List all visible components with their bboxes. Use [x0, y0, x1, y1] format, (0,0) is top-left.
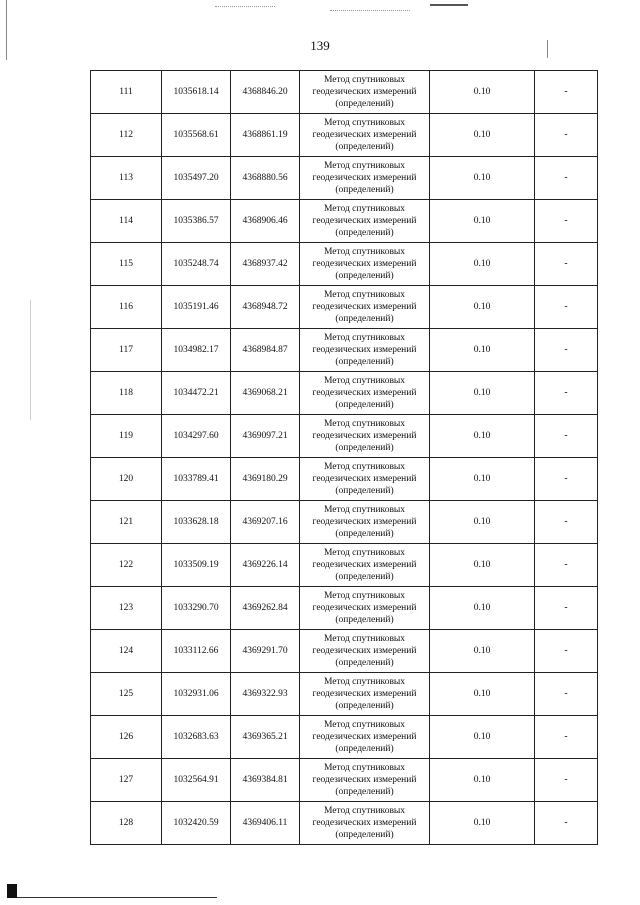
method-line: (определений) — [335, 615, 394, 625]
table-row — [91, 286, 598, 329]
method-cell — [300, 673, 430, 716]
method-line: (определений) — [335, 271, 394, 281]
accuracy-cell: 0.10 — [430, 329, 535, 372]
y-coordinate-cell: 4369068.21 — [231, 372, 300, 415]
y-coordinate-cell: 4369384.81 — [231, 759, 300, 802]
x-coordinate-cell: 1035191.46 — [162, 286, 231, 329]
method-line: Метод спутниковых — [323, 161, 406, 171]
point-number-cell: 120 — [91, 458, 162, 501]
y-coordinate-cell: 4369226.14 — [231, 544, 300, 587]
method-line: геодезических измерений — [312, 474, 417, 484]
method-line: (определений) — [335, 701, 394, 711]
method-cell — [300, 114, 430, 157]
scan-noise-top-right — [330, 10, 410, 11]
x-coordinate-cell: 1035386.57 — [162, 200, 231, 243]
table-row — [91, 157, 598, 200]
point-number-cell: 128 — [91, 802, 162, 845]
accuracy-cell: 0.10 — [430, 157, 535, 200]
method-line: Метод спутниковых — [323, 548, 406, 558]
y-coordinate-cell: 4369180.29 — [231, 458, 300, 501]
method-line: Метод спутниковых — [323, 290, 406, 300]
y-coordinate-cell: 4368937.42 — [231, 243, 300, 286]
x-coordinate-cell: 1035618.14 — [162, 71, 231, 114]
x-coordinate-cell: 1032683.63 — [162, 716, 231, 759]
x-coordinate-cell: 1035497.20 — [162, 157, 231, 200]
method-line: (определений) — [335, 658, 394, 668]
table-row — [91, 716, 598, 759]
y-coordinate-cell: 4368861.19 — [231, 114, 300, 157]
method-line: Метод спутниковых — [323, 462, 406, 472]
note-cell: - — [535, 458, 598, 501]
point-number-cell: 121 — [91, 501, 162, 544]
method-cell — [300, 243, 430, 286]
accuracy-cell: 0.10 — [430, 243, 535, 286]
method-cell — [300, 200, 430, 243]
point-number-cell: 117 — [91, 329, 162, 372]
method-line: (определений) — [335, 787, 394, 797]
method-line: Метод спутниковых — [323, 376, 406, 386]
x-coordinate-cell: 1032420.59 — [162, 802, 231, 845]
accuracy-cell: 0.10 — [430, 114, 535, 157]
y-coordinate-cell: 4369291.70 — [231, 630, 300, 673]
table-row — [91, 415, 598, 458]
table-row — [91, 458, 598, 501]
table-row — [91, 114, 598, 157]
accuracy-cell: 0.10 — [430, 759, 535, 802]
method-line: Метод спутниковых — [323, 247, 406, 257]
note-cell: - — [535, 415, 598, 458]
method-cell — [300, 630, 430, 673]
method-cell — [300, 716, 430, 759]
method-line: (определений) — [335, 357, 394, 367]
note-cell: - — [535, 759, 598, 802]
x-coordinate-cell: 1033509.19 — [162, 544, 231, 587]
x-coordinate-cell: 1033112.66 — [162, 630, 231, 673]
method-line: геодезических измерений — [312, 818, 417, 828]
note-cell: - — [535, 544, 598, 587]
point-number-cell: 112 — [91, 114, 162, 157]
method-line: геодезических измерений — [312, 216, 417, 226]
method-line: геодезических измерений — [312, 732, 417, 742]
method-line: Метод спутниковых — [323, 75, 406, 85]
accuracy-cell: 0.10 — [430, 458, 535, 501]
method-cell — [300, 157, 430, 200]
method-line: (определений) — [335, 400, 394, 410]
method-line: Метод спутниковых — [323, 419, 406, 429]
method-line: (определений) — [335, 314, 394, 324]
method-line: Метод спутниковых — [323, 806, 406, 816]
point-number-cell: 123 — [91, 587, 162, 630]
method-cell — [300, 458, 430, 501]
note-cell: - — [535, 716, 598, 759]
table-body — [91, 71, 598, 845]
method-line: (определений) — [335, 142, 394, 152]
method-line: (определений) — [335, 529, 394, 539]
point-number-cell: 115 — [91, 243, 162, 286]
method-line: (определений) — [335, 486, 394, 496]
x-coordinate-cell: 1032931.06 — [162, 673, 231, 716]
method-line: (определений) — [335, 830, 394, 840]
method-cell — [300, 802, 430, 845]
table-row — [91, 544, 598, 587]
coordinates-table — [90, 70, 598, 845]
method-line: геодезических измерений — [312, 517, 417, 527]
point-number-cell: 116 — [91, 286, 162, 329]
method-line: (определений) — [335, 228, 394, 238]
x-coordinate-cell: 1033789.41 — [162, 458, 231, 501]
accuracy-cell: 0.10 — [430, 415, 535, 458]
table-row — [91, 501, 598, 544]
x-coordinate-cell: 1035248.74 — [162, 243, 231, 286]
method-line: геодезических измерений — [312, 173, 417, 183]
method-line: (определений) — [335, 99, 394, 109]
method-line: (определений) — [335, 744, 394, 754]
table-row — [91, 630, 598, 673]
x-coordinate-cell: 1033628.18 — [162, 501, 231, 544]
method-cell — [300, 501, 430, 544]
scan-bottom-line — [17, 897, 217, 898]
accuracy-cell: 0.10 — [430, 673, 535, 716]
y-coordinate-cell: 4369406.11 — [231, 802, 300, 845]
x-coordinate-cell: 1033290.70 — [162, 587, 231, 630]
accuracy-cell: 0.10 — [430, 71, 535, 114]
accuracy-cell: 0.10 — [430, 501, 535, 544]
accuracy-cell: 0.10 — [430, 200, 535, 243]
method-cell — [300, 415, 430, 458]
method-line: (определений) — [335, 185, 394, 195]
method-line: Метод спутниковых — [323, 505, 406, 515]
method-line: Метод спутниковых — [323, 677, 406, 687]
note-cell: - — [535, 286, 598, 329]
table-row — [91, 673, 598, 716]
point-number-cell: 124 — [91, 630, 162, 673]
note-cell: - — [535, 372, 598, 415]
accuracy-cell: 0.10 — [430, 802, 535, 845]
method-cell — [300, 329, 430, 372]
method-cell — [300, 544, 430, 587]
method-line: Метод спутниковых — [323, 333, 406, 343]
accuracy-cell: 0.10 — [430, 587, 535, 630]
note-cell: - — [535, 501, 598, 544]
method-line: Метод спутниковых — [323, 204, 406, 214]
method-cell — [300, 286, 430, 329]
note-cell: - — [535, 630, 598, 673]
point-number-cell: 122 — [91, 544, 162, 587]
method-line: геодезических измерений — [312, 775, 417, 785]
x-coordinate-cell: 1034472.21 — [162, 372, 231, 415]
method-line: геодезических измерений — [312, 689, 417, 699]
point-number-cell: 125 — [91, 673, 162, 716]
x-coordinate-cell: 1035568.61 — [162, 114, 231, 157]
note-cell: - — [535, 200, 598, 243]
x-coordinate-cell: 1034982.17 — [162, 329, 231, 372]
method-cell — [300, 71, 430, 114]
accuracy-cell: 0.10 — [430, 286, 535, 329]
scan-mark-top — [430, 4, 468, 6]
accuracy-cell: 0.10 — [430, 372, 535, 415]
method-line: Метод спутниковых — [323, 763, 406, 773]
y-coordinate-cell: 4368948.72 — [231, 286, 300, 329]
note-cell: - — [535, 114, 598, 157]
x-coordinate-cell: 1034297.60 — [162, 415, 231, 458]
method-line: геодезических измерений — [312, 560, 417, 570]
point-number-cell: 126 — [91, 716, 162, 759]
method-line: геодезических измерений — [312, 302, 417, 312]
table-row — [91, 802, 598, 845]
y-coordinate-cell: 4369097.21 — [231, 415, 300, 458]
accuracy-cell: 0.10 — [430, 630, 535, 673]
table-row — [91, 372, 598, 415]
method-line: (определений) — [335, 572, 394, 582]
table-row — [91, 200, 598, 243]
y-coordinate-cell: 4369207.16 — [231, 501, 300, 544]
method-line: геодезических измерений — [312, 345, 417, 355]
note-cell: - — [535, 157, 598, 200]
method-cell — [300, 587, 430, 630]
method-line: Метод спутниковых — [323, 591, 406, 601]
method-line: геодезических измерений — [312, 603, 417, 613]
accuracy-cell: 0.10 — [430, 544, 535, 587]
note-cell: - — [535, 587, 598, 630]
method-line: Метод спутниковых — [323, 118, 406, 128]
y-coordinate-cell: 4368846.20 — [231, 71, 300, 114]
method-line: Метод спутниковых — [323, 634, 406, 644]
method-line: геодезических измерений — [312, 431, 417, 441]
point-number-cell: 127 — [91, 759, 162, 802]
point-number-cell: 111 — [91, 71, 162, 114]
method-line: геодезических измерений — [312, 87, 417, 97]
y-coordinate-cell: 4368906.46 — [231, 200, 300, 243]
y-coordinate-cell: 4369365.21 — [231, 716, 300, 759]
note-cell: - — [535, 71, 598, 114]
method-line: геодезических измерений — [312, 130, 417, 140]
left-margin-artifact-2 — [30, 300, 31, 420]
method-cell — [300, 759, 430, 802]
y-coordinate-cell: 4368984.87 — [231, 329, 300, 372]
note-cell: - — [535, 329, 598, 372]
note-cell: - — [535, 673, 598, 716]
method-line: Метод спутниковых — [323, 720, 406, 730]
note-cell: - — [535, 802, 598, 845]
method-cell — [300, 372, 430, 415]
point-number-cell: 119 — [91, 415, 162, 458]
y-coordinate-cell: 4369262.84 — [231, 587, 300, 630]
scan-corner-mark — [7, 884, 17, 898]
method-line: (определений) — [335, 443, 394, 453]
table-row — [91, 243, 598, 286]
point-number-cell: 118 — [91, 372, 162, 415]
note-cell: - — [535, 243, 598, 286]
x-coordinate-cell: 1032564.91 — [162, 759, 231, 802]
point-number-cell: 114 — [91, 200, 162, 243]
table-row — [91, 329, 598, 372]
method-line: геодезических измерений — [312, 388, 417, 398]
table-row — [91, 759, 598, 802]
y-coordinate-cell: 4368880.56 — [231, 157, 300, 200]
y-coordinate-cell: 4369322.93 — [231, 673, 300, 716]
method-line: геодезических измерений — [312, 259, 417, 269]
table-row — [91, 71, 598, 114]
method-line: геодезических измерений — [312, 646, 417, 656]
accuracy-cell: 0.10 — [430, 716, 535, 759]
scan-noise-top — [215, 6, 275, 7]
table-row — [91, 587, 598, 630]
point-number-cell: 113 — [91, 157, 162, 200]
page-number: 139 — [310, 38, 330, 53]
